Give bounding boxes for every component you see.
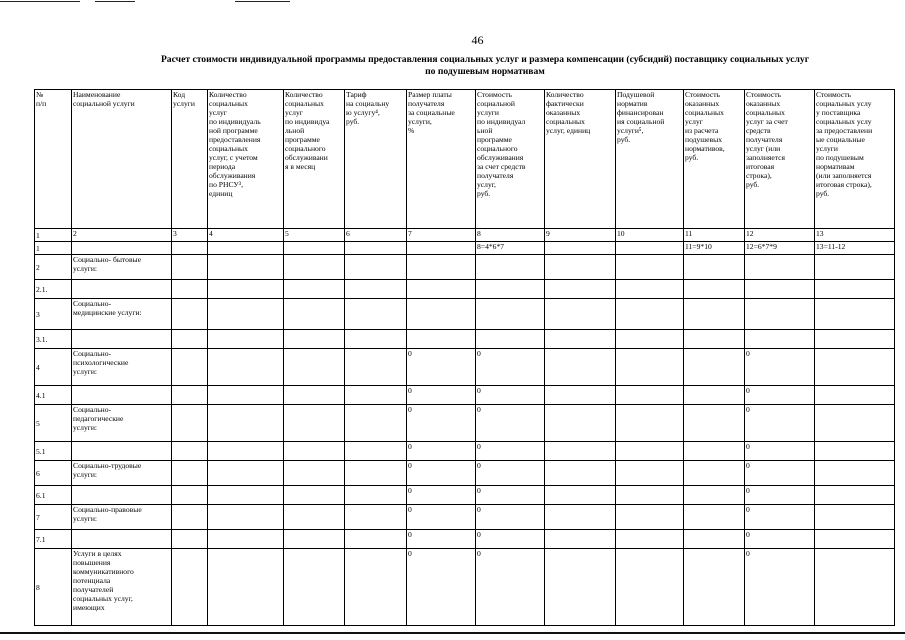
- table-cell: [284, 505, 345, 530]
- table-cell: [616, 255, 684, 280]
- table-cell: Социально- бытовые услуги:: [72, 255, 172, 280]
- table-cell: 0: [407, 530, 476, 549]
- table-cell: [72, 330, 172, 349]
- table-cell: 0: [476, 505, 545, 530]
- table-cell: [208, 386, 284, 405]
- table-cell: Услуги в целях повышения коммуникативного потенциала получателей социальных услуг, имеющих: [72, 549, 172, 626]
- table-cell: 0: [476, 461, 545, 486]
- table-cell: 7: [35, 505, 72, 530]
- table-cell: [345, 242, 407, 255]
- table-cell: [684, 255, 745, 280]
- table-cell: 12: [745, 229, 815, 242]
- table-cell: [208, 461, 284, 486]
- table-cell: [407, 255, 476, 280]
- table-cell: [208, 299, 284, 330]
- table-cell: 13: [815, 229, 895, 242]
- table-cell: 0: [745, 486, 815, 505]
- table-cell: 13=11-12: [815, 242, 895, 255]
- table-cell: 0: [407, 461, 476, 486]
- table-cell: [407, 299, 476, 330]
- column-number-row: [35, 229, 895, 242]
- table-row: [35, 530, 895, 549]
- table-cell: [284, 242, 345, 255]
- table-cell: 0: [476, 530, 545, 549]
- table-cell: [545, 461, 616, 486]
- table-cell: [545, 530, 616, 549]
- table-cell: [545, 486, 616, 505]
- table-cell: [345, 530, 407, 549]
- table-cell: [208, 405, 284, 442]
- table-cell: [172, 280, 208, 299]
- table-cell: [684, 461, 745, 486]
- table-cell: [616, 242, 684, 255]
- table-cell: [616, 505, 684, 530]
- table-cell: [172, 530, 208, 549]
- table-cell: 8: [476, 229, 545, 242]
- table-cell: [172, 442, 208, 461]
- table-cell: [407, 280, 476, 299]
- table-cell: [172, 299, 208, 330]
- table-cell: [815, 530, 895, 549]
- table-cell: [208, 349, 284, 386]
- table-cell: Социально- психологические услуги:: [72, 349, 172, 386]
- table-cell: 2: [35, 255, 72, 280]
- table-cell: Количество социальных услуг по индивидуаль ной программе предоставления социальных услуг, с учетом периода обслуживания по РНСУ³, единиц: [208, 90, 284, 229]
- table-cell: [284, 405, 345, 442]
- table-cell: [284, 280, 345, 299]
- table-cell: [284, 330, 345, 349]
- table-cell: [72, 242, 172, 255]
- table-cell: [545, 242, 616, 255]
- table-cell: 6.1: [35, 486, 72, 505]
- table-cell: [684, 299, 745, 330]
- table-cell: [815, 405, 895, 442]
- table-cell: [172, 255, 208, 280]
- table-cell: 0: [745, 530, 815, 549]
- table-cell: 11=9*10: [684, 242, 745, 255]
- table-cell: Социально- медицинские услуги:: [72, 299, 172, 330]
- table-cell: 0: [407, 405, 476, 442]
- document-title: [90, 54, 880, 78]
- table-cell: [284, 386, 345, 405]
- table-cell: [545, 255, 616, 280]
- table-cell: [72, 486, 172, 505]
- table-cell: [476, 299, 545, 330]
- table-cell: [72, 280, 172, 299]
- table-cell: 1: [35, 242, 72, 255]
- table-cell: Код услуги: [172, 90, 208, 229]
- table-cell: 3.1.: [35, 330, 72, 349]
- table-cell: Размер платы получателя за социальные услуги, %: [407, 90, 476, 229]
- table-cell: [616, 280, 684, 299]
- table-row: [35, 405, 895, 442]
- table-cell: [545, 405, 616, 442]
- table-cell: [345, 505, 407, 530]
- table-cell: [284, 349, 345, 386]
- table-cell: [616, 442, 684, 461]
- table-cell: [616, 330, 684, 349]
- table-row: [35, 486, 895, 505]
- formula-row: [35, 242, 895, 255]
- table-cell: [476, 280, 545, 299]
- table-cell: [684, 530, 745, 549]
- table-cell: [684, 442, 745, 461]
- table-row: [35, 349, 895, 386]
- table-cell: 0: [745, 405, 815, 442]
- table-cell: 0: [476, 386, 545, 405]
- table-cell: Наименование социальной услуги: [72, 90, 172, 229]
- table-cell: [815, 442, 895, 461]
- table-cell: [745, 299, 815, 330]
- top-rule: [0, 0, 905, 6]
- table-cell: [745, 255, 815, 280]
- table-cell: [815, 255, 895, 280]
- table-cell: 3: [172, 229, 208, 242]
- bottom-rule: [0, 632, 905, 634]
- calculation-table: [34, 89, 895, 626]
- table-cell: 0: [745, 442, 815, 461]
- table-cell: [745, 280, 815, 299]
- table-cell: [616, 461, 684, 486]
- table-cell: 7: [407, 229, 476, 242]
- table-cell: 0: [745, 549, 815, 626]
- table-cell: Тариф на социальну ю услугу⁴, руб.: [345, 90, 407, 229]
- table-cell: [172, 549, 208, 626]
- table-cell: 6: [35, 461, 72, 486]
- table-cell: [172, 486, 208, 505]
- table-cell: 0: [407, 442, 476, 461]
- table-cell: Количество фактически оказанных социальных услуг, единиц: [545, 90, 616, 229]
- table-cell: [208, 530, 284, 549]
- table-row: [35, 299, 895, 330]
- page-number: 46: [471, 33, 484, 47]
- table-row: [35, 442, 895, 461]
- table-cell: [284, 299, 345, 330]
- table-cell: 2: [72, 229, 172, 242]
- table-cell: [545, 299, 616, 330]
- table-cell: [815, 461, 895, 486]
- table-cell: 8=4*6*7: [476, 242, 545, 255]
- table-cell: [208, 549, 284, 626]
- table-cell: [684, 505, 745, 530]
- table-cell: [684, 280, 745, 299]
- table-cell: [284, 442, 345, 461]
- table-cell: 3: [35, 299, 72, 330]
- table-cell: [616, 486, 684, 505]
- table-row: [35, 330, 895, 349]
- table-row: [35, 505, 895, 530]
- table-cell: 0: [476, 405, 545, 442]
- table-cell: [72, 442, 172, 461]
- table-cell: [208, 505, 284, 530]
- table-row: [35, 549, 895, 626]
- table-cell: [284, 530, 345, 549]
- table-cell: Стоимость социальных услу у поставщика социальных услу за предоставлени ые социальные услуги по подушевым нормативам (или заполняется итоговая строка), руб.: [815, 90, 895, 229]
- table-cell: [345, 330, 407, 349]
- table-cell: [345, 461, 407, 486]
- table-cell: 0: [476, 442, 545, 461]
- table-cell: [345, 349, 407, 386]
- table-cell: [616, 549, 684, 626]
- table-cell: [208, 486, 284, 505]
- table-cell: [815, 330, 895, 349]
- table-cell: [545, 549, 616, 626]
- table-cell: 5: [284, 229, 345, 242]
- table-cell: [172, 461, 208, 486]
- table-cell: [815, 386, 895, 405]
- table-cell: [815, 549, 895, 626]
- table-cell: [407, 330, 476, 349]
- table-cell: [476, 255, 545, 280]
- table-cell: 0: [407, 386, 476, 405]
- table-cell: [616, 386, 684, 405]
- table-cell: [545, 442, 616, 461]
- table-cell: [684, 405, 745, 442]
- table-cell: [345, 255, 407, 280]
- table-cell: 0: [745, 461, 815, 486]
- table-cell: [616, 405, 684, 442]
- table-cell: [208, 280, 284, 299]
- table-cell: 4.1: [35, 386, 72, 405]
- table-cell: 0: [407, 486, 476, 505]
- header-row: [35, 90, 895, 229]
- table-cell: 0: [407, 505, 476, 530]
- table-cell: 0: [407, 349, 476, 386]
- table-cell: 0: [476, 486, 545, 505]
- title-line-2: по подушевым нормативам: [425, 66, 545, 77]
- table-cell: [476, 330, 545, 349]
- table-cell: [815, 299, 895, 330]
- table-cell: [172, 330, 208, 349]
- table-cell: Количество социальных услуг по индивидуа льной программе социального обслуживани я в месяц: [284, 90, 345, 229]
- table-cell: Социально-трудовые услуги:: [72, 461, 172, 486]
- table-cell: [545, 349, 616, 386]
- table-cell: 8: [35, 549, 72, 626]
- table-cell: 2.1.: [35, 280, 72, 299]
- table-cell: Стоимость социальной услуги по индивидуал ьной программе социального обслуживания за счет средств получателя услуг, руб.: [476, 90, 545, 229]
- table-row: [35, 280, 895, 299]
- table-cell: [345, 442, 407, 461]
- table-cell: [407, 242, 476, 255]
- table-cell: 5.1: [35, 442, 72, 461]
- table-cell: [345, 299, 407, 330]
- table-cell: [172, 349, 208, 386]
- table-cell: 0: [476, 349, 545, 386]
- table-cell: [345, 405, 407, 442]
- table-cell: [72, 530, 172, 549]
- table-cell: № п/п: [35, 90, 72, 229]
- table-cell: [172, 386, 208, 405]
- table-cell: 0: [745, 386, 815, 405]
- table-cell: [345, 280, 407, 299]
- table-cell: [345, 386, 407, 405]
- table-cell: [72, 386, 172, 405]
- table-cell: [284, 486, 345, 505]
- table-cell: 4: [35, 349, 72, 386]
- table-cell: [545, 505, 616, 530]
- table-cell: [545, 330, 616, 349]
- table-cell: [684, 486, 745, 505]
- table-cell: [815, 280, 895, 299]
- table-cell: 9: [545, 229, 616, 242]
- table-cell: [815, 486, 895, 505]
- table-cell: [208, 255, 284, 280]
- table-cell: 1: [35, 229, 72, 242]
- table-cell: [284, 255, 345, 280]
- table-cell: Стоимость оказанных социальных услуг за счет средств получателя услуг (или заполняется итоговая строка), руб.: [745, 90, 815, 229]
- table-cell: [284, 549, 345, 626]
- table-cell: 0: [476, 549, 545, 626]
- table-cell: 7.1: [35, 530, 72, 549]
- table-cell: 11: [684, 229, 745, 242]
- table-cell: [684, 349, 745, 386]
- table-cell: 5: [35, 405, 72, 442]
- table-cell: [616, 299, 684, 330]
- table-cell: [684, 386, 745, 405]
- table-cell: [172, 242, 208, 255]
- table-cell: 4: [208, 229, 284, 242]
- table-cell: [208, 330, 284, 349]
- table-cell: [684, 549, 745, 626]
- table-row: [35, 461, 895, 486]
- table-cell: 0: [745, 505, 815, 530]
- table-cell: [345, 549, 407, 626]
- table-row: [35, 386, 895, 405]
- table-cell: Стоимость оказанных социальных услуг из расчета подушевых нормативов, руб.: [684, 90, 745, 229]
- table-cell: [345, 486, 407, 505]
- table-cell: [616, 530, 684, 549]
- table-cell: [545, 386, 616, 405]
- table-cell: [208, 442, 284, 461]
- title-line-1: Расчет стоимости индивидуальной программы предоставления социальных услуг и размера компенсации (субсидий) поставщику социальных услуг: [160, 54, 810, 65]
- table-cell: [545, 280, 616, 299]
- table-cell: 0: [745, 349, 815, 386]
- table-cell: 0: [407, 549, 476, 626]
- table-cell: [172, 405, 208, 442]
- table-cell: [815, 505, 895, 530]
- table-cell: 12=6*7*9: [745, 242, 815, 255]
- table-cell: [208, 242, 284, 255]
- table-cell: Подушевой норматив финансирован ия социальной услуги⁵, руб.: [616, 90, 684, 229]
- table-cell: [684, 330, 745, 349]
- table-cell: [284, 461, 345, 486]
- table-cell: [616, 349, 684, 386]
- table-cell: 10: [616, 229, 684, 242]
- table-row: [35, 255, 895, 280]
- table-cell: Социально-правовые услуги:: [72, 505, 172, 530]
- table-cell: [815, 349, 895, 386]
- table-cell: Социально- педагогические услуги:: [72, 405, 172, 442]
- table-cell: [745, 330, 815, 349]
- table-cell: [172, 505, 208, 530]
- table-cell: 6: [345, 229, 407, 242]
